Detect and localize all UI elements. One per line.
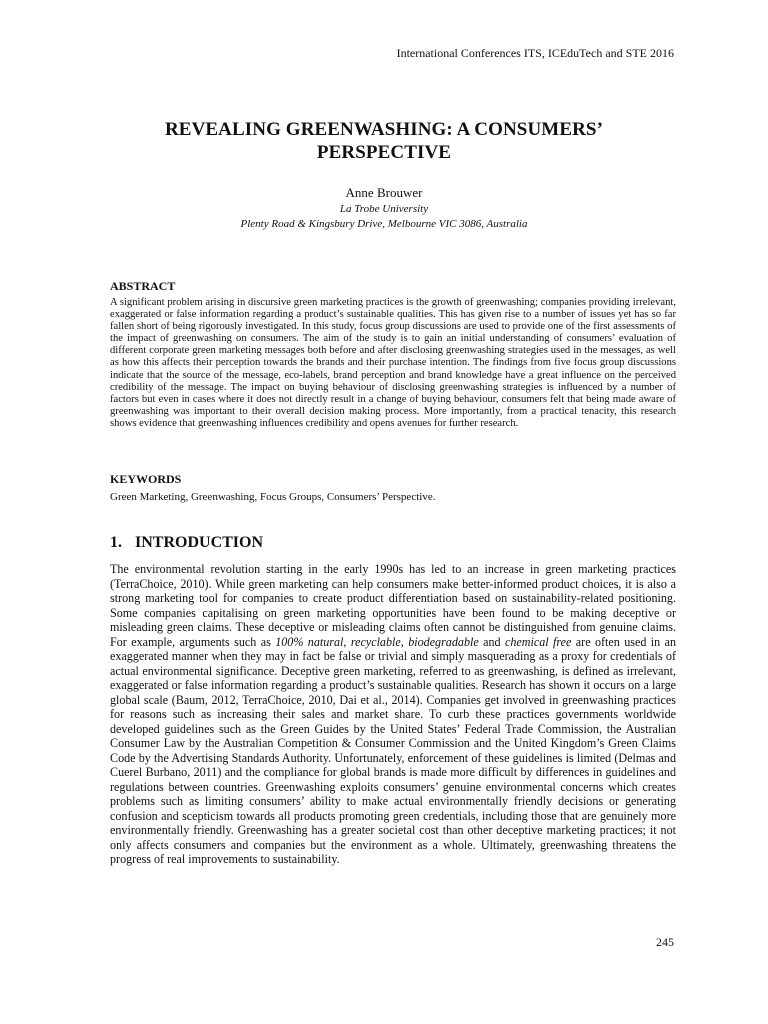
intro-text-a: The environmental revolution starting in the early 1990s has led to an increase in green marketing practices (TerraChoice, 2010). While green marketing can help consumers make better-informed product choices, it is also a strong marketing tool for companies to create product differentiation based on sustainability-related positioning. Some companies capitalising on green marketing opportunities have been found to be making deceptive or misleading green claims. These deceptive or misleading claims often cannot be distinguished from genuine claims. For example, arguments such as — [110, 562, 676, 649]
intro-emphasis-natural: 100% natural — [275, 634, 344, 649]
section-number: 1. — [110, 534, 122, 551]
running-header: International Conferences ITS, ICEduTech and STE 2016 — [396, 46, 674, 60]
author-name: Anne Brouwer — [345, 185, 423, 200]
title-line-2: PERSPECTIVE — [316, 142, 452, 163]
abstract-text: A significant problem arising in discursive green marketing practices is the growth of greenwashing; companies providing irrelevant, exaggerated or false information regarding a product’s sustainable qualities. This has given rise to a number of issues yet has so far fallen short of being rigorously investigated. In this study, focus group discussions are used to provide one of the first assessments of the impact of greenwashing on consumers. The aim of the study is to gain an initial understanding of consumers’ evaluation of different corporate green marketing messages both before and after disclosing greenwashing strategies used in the messages, as well as how this affects their perception towards the brands and their purchase intention. The findings from five focus group discussions indicate that the source of the message, eco-labels, brand perception and brand knowledge have a great influence on the perceived credibility of the message. The impact on buying behaviour of disclosing greenwashing strategies is influenced by a number of factors but even in cases where it does not directly result in a change of buying behaviour, consumers felt that being made aware of greenwashing was important to their overall decision making process. More importantly, from a practical tenacity, this research shows evidence that greenwashing influences credibility and opens avenues for further research. — [110, 297, 676, 429]
section-title: INTRODUCTION — [135, 534, 264, 551]
intro-separator: and — [478, 634, 505, 649]
author-address: Plenty Road & Kingsbury Drive, Melbourne VIC 3086, Australia — [240, 218, 528, 230]
introduction-heading — [110, 534, 263, 552]
author-affiliation — [0, 202, 768, 232]
intro-emphasis-recyclable: recyclable — [350, 634, 401, 649]
author-institution: La Trobe University — [339, 203, 429, 215]
page-number: 245 — [656, 935, 674, 949]
intro-separator: , — [343, 634, 351, 649]
intro-emphasis-chemical-free: chemical free — [505, 634, 572, 649]
keywords-text: Green Marketing, Greenwashing, Focus Groups, Consumers’ Perspective. — [110, 491, 436, 503]
keywords-heading: KEYWORDS — [110, 472, 182, 486]
intro-separator: , — [400, 634, 409, 649]
abstract-heading: ABSTRACT — [110, 279, 176, 293]
intro-text-b: are often used in an exaggerated manner when they may in fact be false or trivial and simply masquerading as a proxy for credentials of actual environmental significance. Deceptive green marketing, referred to as greenwashing, is defined as irrelevant, exaggerated or false information regarding a product’s sustainable qualities. Research has shown it occurs on a large global scale (Baum, 2012, TerraChoice, 2010, Dai et al., 2014). Companies get involved in greenwashing practices for reasons such as increasing their sales and market share. To curb these practices governments worldwide developed guidelines such as the Green Guides by the United States’ Federal Trade Commission, the Australian Consumer Law by the Australian Competition & Consumer Commission and the United Kingdom’s Green Claims Code by the Advertising Standards Authority. Unfortunately, enforcement of these guidelines is limited (Delmas and Cuerel Burbano, 2011) and the compliance for global brands is made more difficult by differences in guidelines and regulations between countries. Greenwashing exploits consumers’ genuine environmental concerns which creates problems such as limiting consumers’ ability to make actual environmentally friendly decisions or generating confusion and scepticism towards all products promoting green credentials, including those that are genuinely more environmentally friendly. Greenwashing has a greater societal cost than other deceptive marketing practices; it not only affects consumers and companies but the environment as a whole. Ultimately, greenwashing threatens the progress of real improvements to sustainability. — [110, 634, 676, 866]
title-line-1: REVEALING GREENWASHING: A CONSUMERS’ — [164, 119, 604, 140]
introduction-paragraph — [110, 562, 676, 867]
intro-emphasis-biodegradable: biodegradable — [408, 634, 479, 649]
paper-title — [60, 118, 708, 164]
